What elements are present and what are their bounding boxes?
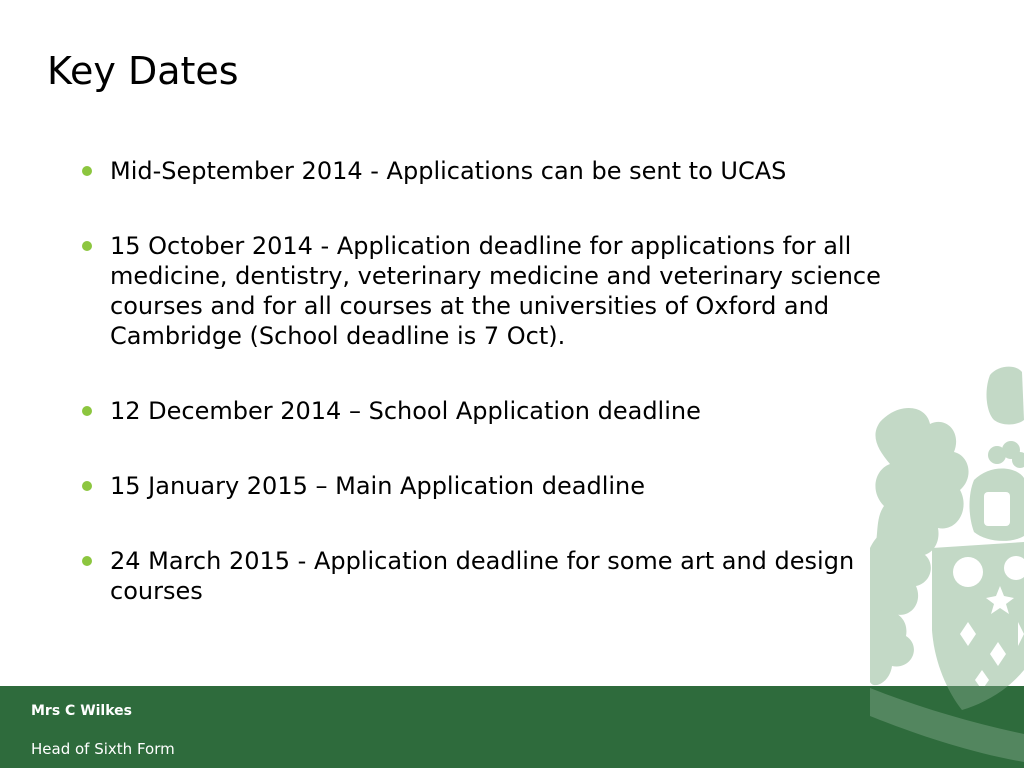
list-item [80, 156, 910, 186]
bullet-icon [82, 166, 92, 176]
crest-footer-watermark-icon [870, 686, 1024, 768]
key-dates-list [80, 156, 910, 606]
list-item-text: 15 October 2014 - Application deadline for applications for all medicine, dentistry, veterinary medicine and veterinary science courses and for all courses at the universities of Oxford and Cambridge (School deadline is 7 Oct). [110, 232, 881, 350]
bullet-icon [82, 241, 92, 251]
bullet-icon [82, 406, 92, 416]
list-item-text: Mid-September 2014 - Applications can be sent to UCAS [110, 157, 787, 185]
list-item [80, 231, 910, 351]
slide-title: Key Dates [47, 49, 239, 93]
list-item [80, 546, 910, 606]
bullet-icon [82, 481, 92, 491]
list-item-text: 24 March 2015 - Application deadline for some art and design courses [110, 547, 855, 605]
list-item [80, 471, 910, 501]
presenter-name: Mrs C Wilkes [31, 703, 132, 719]
list-item [80, 396, 910, 426]
bullet-icon [82, 556, 92, 566]
list-item-text: 12 December 2014 – School Application deadline [110, 397, 701, 425]
footer-bar [0, 686, 1024, 768]
presenter-role: Head of Sixth Form [31, 740, 175, 758]
list-item-text: 15 January 2015 – Main Application deadline [110, 472, 646, 500]
